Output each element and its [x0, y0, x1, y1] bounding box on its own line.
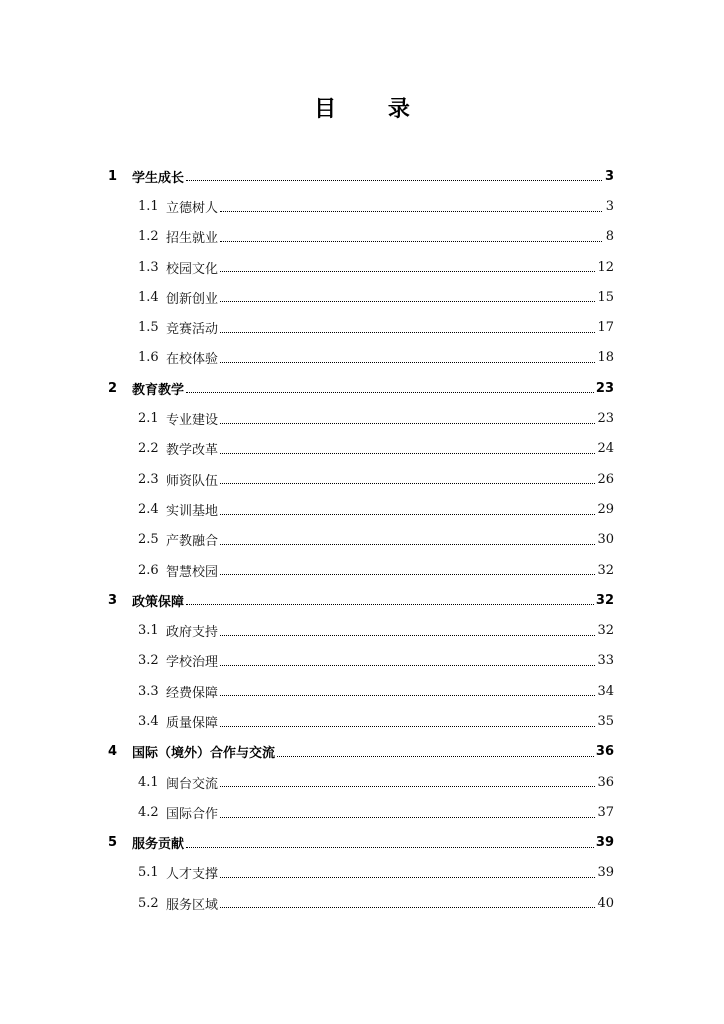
toc-entry-page-number: 32	[597, 562, 614, 578]
page-title: 目 录	[314, 97, 432, 122]
toc-entry-label: 经费保障	[166, 685, 219, 701]
toc-chapter-entry[interactable]	[108, 373, 614, 403]
toc-entry-label: 服务贡献	[132, 837, 185, 853]
dot-leader	[220, 422, 595, 424]
toc-entry-page-number: 24	[597, 441, 614, 457]
toc-entry-label: 师资队伍	[166, 473, 219, 489]
dot-leader	[186, 603, 594, 605]
dot-leader	[220, 694, 595, 696]
toc-entry-label: 闽台交流	[166, 776, 219, 792]
toc-entry-label: 校园文化	[166, 261, 219, 277]
toc-section-entry[interactable]	[108, 464, 614, 494]
toc-entry-number: 3.1	[138, 623, 159, 639]
toc-entry-page-number: 17	[597, 320, 614, 336]
table-of-contents	[108, 161, 614, 918]
toc-entry-page-number: 8	[605, 229, 614, 245]
toc-section-entry[interactable]	[108, 797, 614, 827]
toc-entry-page-number: 32	[595, 592, 614, 608]
toc-entry-number: 1.6	[138, 350, 159, 366]
toc-entry-number: 2.3	[138, 471, 159, 487]
toc-entry-number: 2.5	[138, 532, 159, 548]
toc-section-entry[interactable]	[108, 434, 614, 464]
toc-entry-page-number: 32	[597, 623, 614, 639]
toc-entry-number: 2.2	[138, 441, 159, 457]
toc-entry-label: 创新创业	[166, 291, 219, 307]
dot-leader	[186, 846, 594, 848]
dot-leader	[220, 573, 595, 575]
dot-leader	[220, 543, 595, 545]
toc-entry-label: 专业建设	[166, 413, 219, 429]
toc-section-entry[interactable]	[108, 191, 614, 221]
toc-section-entry[interactable]	[108, 494, 614, 524]
toc-entry-number: 1.4	[138, 289, 159, 305]
toc-entry-label: 国际合作	[166, 806, 219, 822]
dot-leader	[220, 210, 602, 212]
toc-entry-label: 在校体验	[166, 352, 219, 368]
dot-leader	[220, 906, 595, 908]
dot-leader	[186, 179, 602, 181]
toc-entry-number: 1.3	[138, 259, 159, 275]
toc-entry-number: 1	[108, 168, 118, 184]
toc-entry-number: 5	[108, 835, 118, 851]
toc-entry-label: 教育教学	[132, 382, 185, 398]
toc-entry-label: 国际（境外）合作与交流	[132, 746, 276, 762]
toc-entry-number: 3.3	[138, 683, 159, 699]
toc-entry-label: 教学改革	[166, 443, 219, 459]
toc-section-entry[interactable]	[108, 525, 614, 555]
toc-entry-label: 学生成长	[132, 170, 185, 186]
toc-entry-number: 1.2	[138, 229, 159, 245]
toc-entry-number: 2.1	[138, 411, 159, 427]
dot-leader	[220, 816, 595, 818]
toc-entry-number: 4.1	[138, 774, 159, 790]
toc-entry-page-number: 26	[597, 471, 614, 487]
toc-section-entry[interactable]	[108, 858, 614, 888]
dot-leader	[220, 785, 595, 787]
toc-entry-number: 4.2	[138, 804, 159, 820]
toc-section-entry[interactable]	[108, 222, 614, 252]
toc-entry-page-number: 34	[597, 683, 614, 699]
toc-section-entry[interactable]	[108, 343, 614, 373]
toc-entry-page-number: 30	[597, 532, 614, 548]
toc-entry-page-number: 3	[605, 198, 614, 214]
toc-section-entry[interactable]	[108, 615, 614, 645]
toc-entry-page-number: 18	[597, 350, 614, 366]
dot-leader	[220, 331, 595, 333]
toc-chapter-entry[interactable]	[108, 161, 614, 191]
toc-section-entry[interactable]	[108, 646, 614, 676]
toc-section-entry[interactable]	[108, 888, 614, 918]
toc-entry-page-number: 40	[597, 895, 614, 911]
dot-leader	[220, 725, 595, 727]
dot-leader	[220, 240, 602, 242]
toc-entry-page-number: 36	[597, 774, 614, 790]
toc-entry-label: 政策保障	[132, 594, 185, 610]
toc-section-entry[interactable]	[108, 282, 614, 312]
dot-leader	[220, 634, 595, 636]
toc-entry-number: 5.1	[138, 865, 159, 881]
dot-leader	[277, 755, 594, 757]
toc-entry-number: 3.4	[138, 713, 159, 729]
toc-entry-number: 2	[108, 380, 118, 396]
toc-section-entry[interactable]	[108, 676, 614, 706]
toc-entry-page-number: 3	[604, 168, 614, 184]
toc-entry-label: 服务区域	[166, 897, 219, 913]
toc-entry-page-number: 23	[595, 380, 614, 396]
toc-entry-label: 政府支持	[166, 625, 219, 641]
dot-leader	[220, 664, 595, 666]
toc-entry-number: 3	[108, 592, 118, 608]
toc-entry-label: 招生就业	[166, 231, 219, 247]
toc-entry-page-number: 15	[597, 289, 614, 305]
toc-entry-page-number: 33	[597, 653, 614, 669]
toc-section-entry[interactable]	[108, 706, 614, 736]
dot-leader	[220, 876, 595, 878]
toc-section-entry[interactable]	[108, 403, 614, 433]
dot-leader	[220, 361, 595, 363]
toc-entry-label: 立德树人	[166, 200, 219, 216]
toc-entry-label: 竞赛活动	[166, 322, 219, 338]
toc-entry-number: 1.5	[138, 320, 159, 336]
toc-entry-page-number: 29	[597, 501, 614, 517]
toc-entry-page-number: 35	[597, 713, 614, 729]
toc-entry-page-number: 23	[597, 411, 614, 427]
toc-entry-number: 5.2	[138, 895, 159, 911]
toc-chapter-entry[interactable]	[108, 737, 614, 767]
toc-entry-page-number: 37	[597, 804, 614, 820]
toc-entry-page-number: 39	[597, 865, 614, 881]
toc-entry-number: 3.2	[138, 653, 159, 669]
toc-chapter-entry[interactable]	[108, 828, 614, 858]
toc-entry-number: 2.6	[138, 562, 159, 578]
dot-leader	[220, 300, 595, 302]
toc-section-entry[interactable]	[108, 555, 614, 585]
toc-entry-label: 人才支撑	[166, 867, 219, 883]
dot-leader	[220, 452, 595, 454]
toc-entry-label: 质量保障	[166, 715, 219, 731]
toc-entry-number: 1.1	[138, 198, 159, 214]
toc-entry-label: 学校治理	[166, 655, 219, 671]
toc-entry-page-number: 12	[597, 259, 614, 275]
dot-leader	[220, 482, 595, 484]
dot-leader	[186, 391, 594, 393]
toc-entry-number: 2.4	[138, 501, 159, 517]
toc-entry-label: 产教融合	[166, 534, 219, 550]
dot-leader	[220, 513, 595, 515]
toc-section-entry[interactable]	[108, 312, 614, 342]
toc-entry-label: 实训基地	[166, 503, 219, 519]
toc-chapter-entry[interactable]	[108, 585, 614, 615]
toc-section-entry[interactable]	[108, 252, 614, 282]
dot-leader	[220, 270, 595, 272]
toc-section-entry[interactable]	[108, 767, 614, 797]
toc-entry-label: 智慧校园	[166, 564, 219, 580]
toc-entry-number: 4	[108, 744, 118, 760]
toc-entry-page-number: 39	[595, 835, 614, 851]
toc-entry-page-number: 36	[595, 744, 614, 760]
